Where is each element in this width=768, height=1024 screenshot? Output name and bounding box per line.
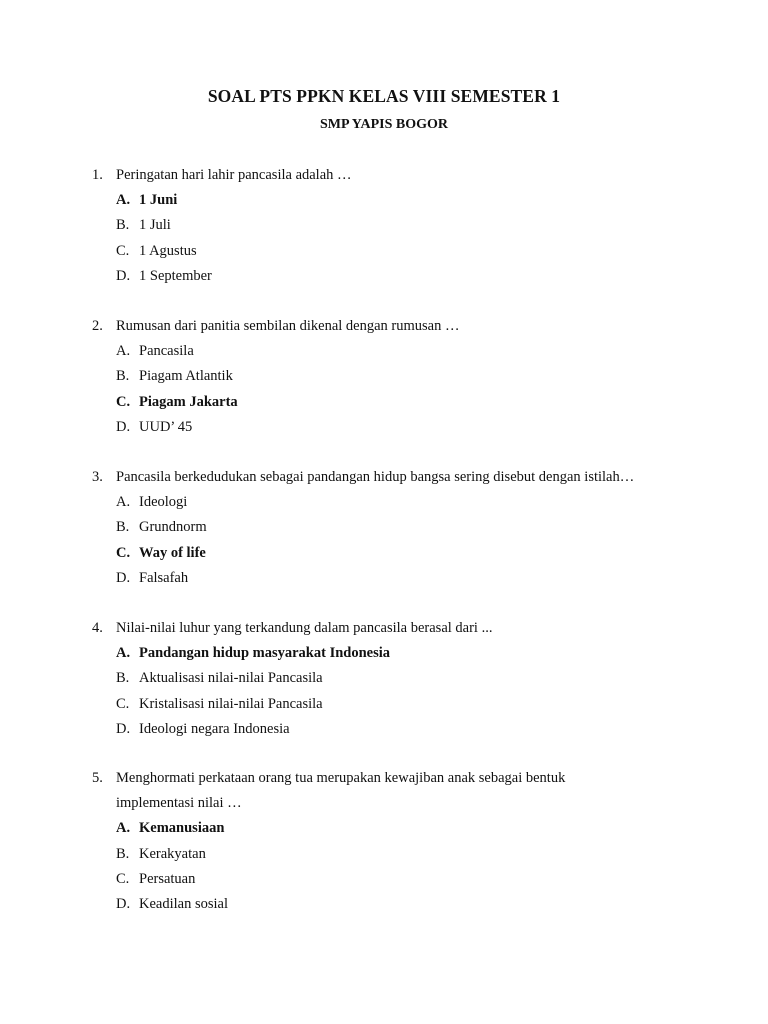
option-letter: D.	[116, 418, 131, 435]
option-c	[116, 867, 692, 892]
option-letter: D.	[116, 267, 131, 284]
option-text: Piagam Atlantik	[139, 368, 233, 385]
question-text: Peringatan hari lahir pancasila adalah …	[116, 167, 352, 183]
option-letter: D.	[116, 569, 131, 586]
option-text: Aktualisasi nilai-nilai Pancasila	[139, 670, 323, 687]
question-2	[92, 314, 692, 440]
option-a	[116, 339, 692, 364]
question-number: 1.	[92, 167, 103, 183]
question-number: 4.	[92, 620, 103, 636]
option-b	[116, 666, 692, 691]
option-c	[116, 239, 692, 264]
option-letter: A.	[116, 343, 131, 360]
option-text: Kerakyatan	[139, 845, 206, 862]
option-letter: B.	[116, 217, 130, 234]
option-c	[116, 541, 692, 566]
question-5	[92, 766, 692, 917]
option-text: Kristalisasi nilai-nilai Pancasila	[139, 695, 323, 712]
question-stem	[92, 616, 692, 641]
option-letter: B.	[116, 368, 130, 385]
question-text: Rumusan dari panitia sembilan dikenal dengan rumusan …	[116, 318, 460, 334]
option-letter: C.	[116, 870, 130, 887]
option-text: Keadilan sosial	[139, 895, 228, 912]
option-d	[116, 415, 692, 440]
option-letter: A.	[116, 192, 131, 209]
option-text: Persatuan	[139, 870, 196, 887]
option-letter: D.	[116, 895, 131, 912]
question-stem	[92, 314, 692, 339]
question-text: Pancasila berkedudukan sebagai pandangan hidup bangsa sering disebut dengan istilah…	[116, 469, 635, 485]
question-stem-continued	[92, 791, 692, 816]
option-letter: C.	[116, 544, 131, 561]
option-a	[116, 188, 692, 213]
option-letter: B.	[116, 519, 130, 536]
option-letter: C.	[116, 695, 130, 712]
option-letter: B.	[116, 845, 130, 862]
option-d	[116, 566, 692, 591]
option-b	[116, 515, 692, 540]
question-text: Nilai-nilai luhur yang terkandung dalam pancasila berasal dari ...	[116, 620, 493, 636]
option-text: 1 September	[139, 267, 212, 284]
option-text: Pandangan hidup masyarakat Indonesia	[139, 645, 391, 662]
question-number: 5.	[92, 770, 103, 786]
option-letter: D.	[116, 720, 131, 737]
option-a	[116, 816, 692, 841]
option-letter: B.	[116, 670, 130, 687]
option-letter: C.	[116, 242, 130, 259]
option-text: Ideologi negara Indonesia	[139, 720, 290, 737]
option-letter: A.	[116, 820, 131, 837]
option-text: UUD’ 45	[139, 418, 193, 435]
option-b	[116, 842, 692, 867]
option-d	[116, 717, 692, 742]
option-letter: A.	[116, 494, 131, 511]
option-text: Falsafah	[139, 569, 189, 586]
option-text: Grundnorm	[139, 519, 207, 536]
question-1	[92, 163, 692, 289]
question-4	[92, 616, 692, 742]
question-text: implementasi nilai …	[116, 795, 242, 812]
option-c	[116, 390, 692, 415]
option-b	[116, 364, 692, 389]
option-d	[116, 892, 692, 917]
question-3	[92, 465, 692, 591]
question-stem	[92, 465, 692, 490]
option-a	[116, 490, 692, 515]
option-d	[116, 264, 692, 289]
option-text: 1 Agustus	[139, 242, 197, 259]
option-letter: A.	[116, 645, 131, 662]
question-text: Menghormati perkataan orang tua merupakan kewajiban anak sebagai bentuk	[116, 770, 566, 786]
option-text: Ideologi	[139, 494, 188, 511]
question-number: 3.	[92, 469, 103, 485]
option-text: 1 Juni	[139, 192, 178, 209]
question-stem	[92, 163, 692, 188]
option-text: Kemanusiaan	[139, 820, 225, 837]
document-title: SOAL PTS PPKN KELAS VIII SEMESTER 1	[207, 86, 561, 106]
option-text: Way of life	[139, 544, 206, 561]
option-text: Piagam Jakarta	[139, 393, 238, 410]
option-b	[116, 213, 692, 238]
option-text: 1 Juli	[139, 217, 171, 234]
document-subtitle: SMP YAPIS BOGOR	[319, 117, 449, 132]
question-number: 2.	[92, 318, 103, 334]
question-stem	[92, 766, 692, 791]
option-text: Pancasila	[139, 343, 194, 360]
option-c	[116, 692, 692, 717]
option-letter: C.	[116, 393, 131, 410]
option-a	[116, 641, 692, 666]
